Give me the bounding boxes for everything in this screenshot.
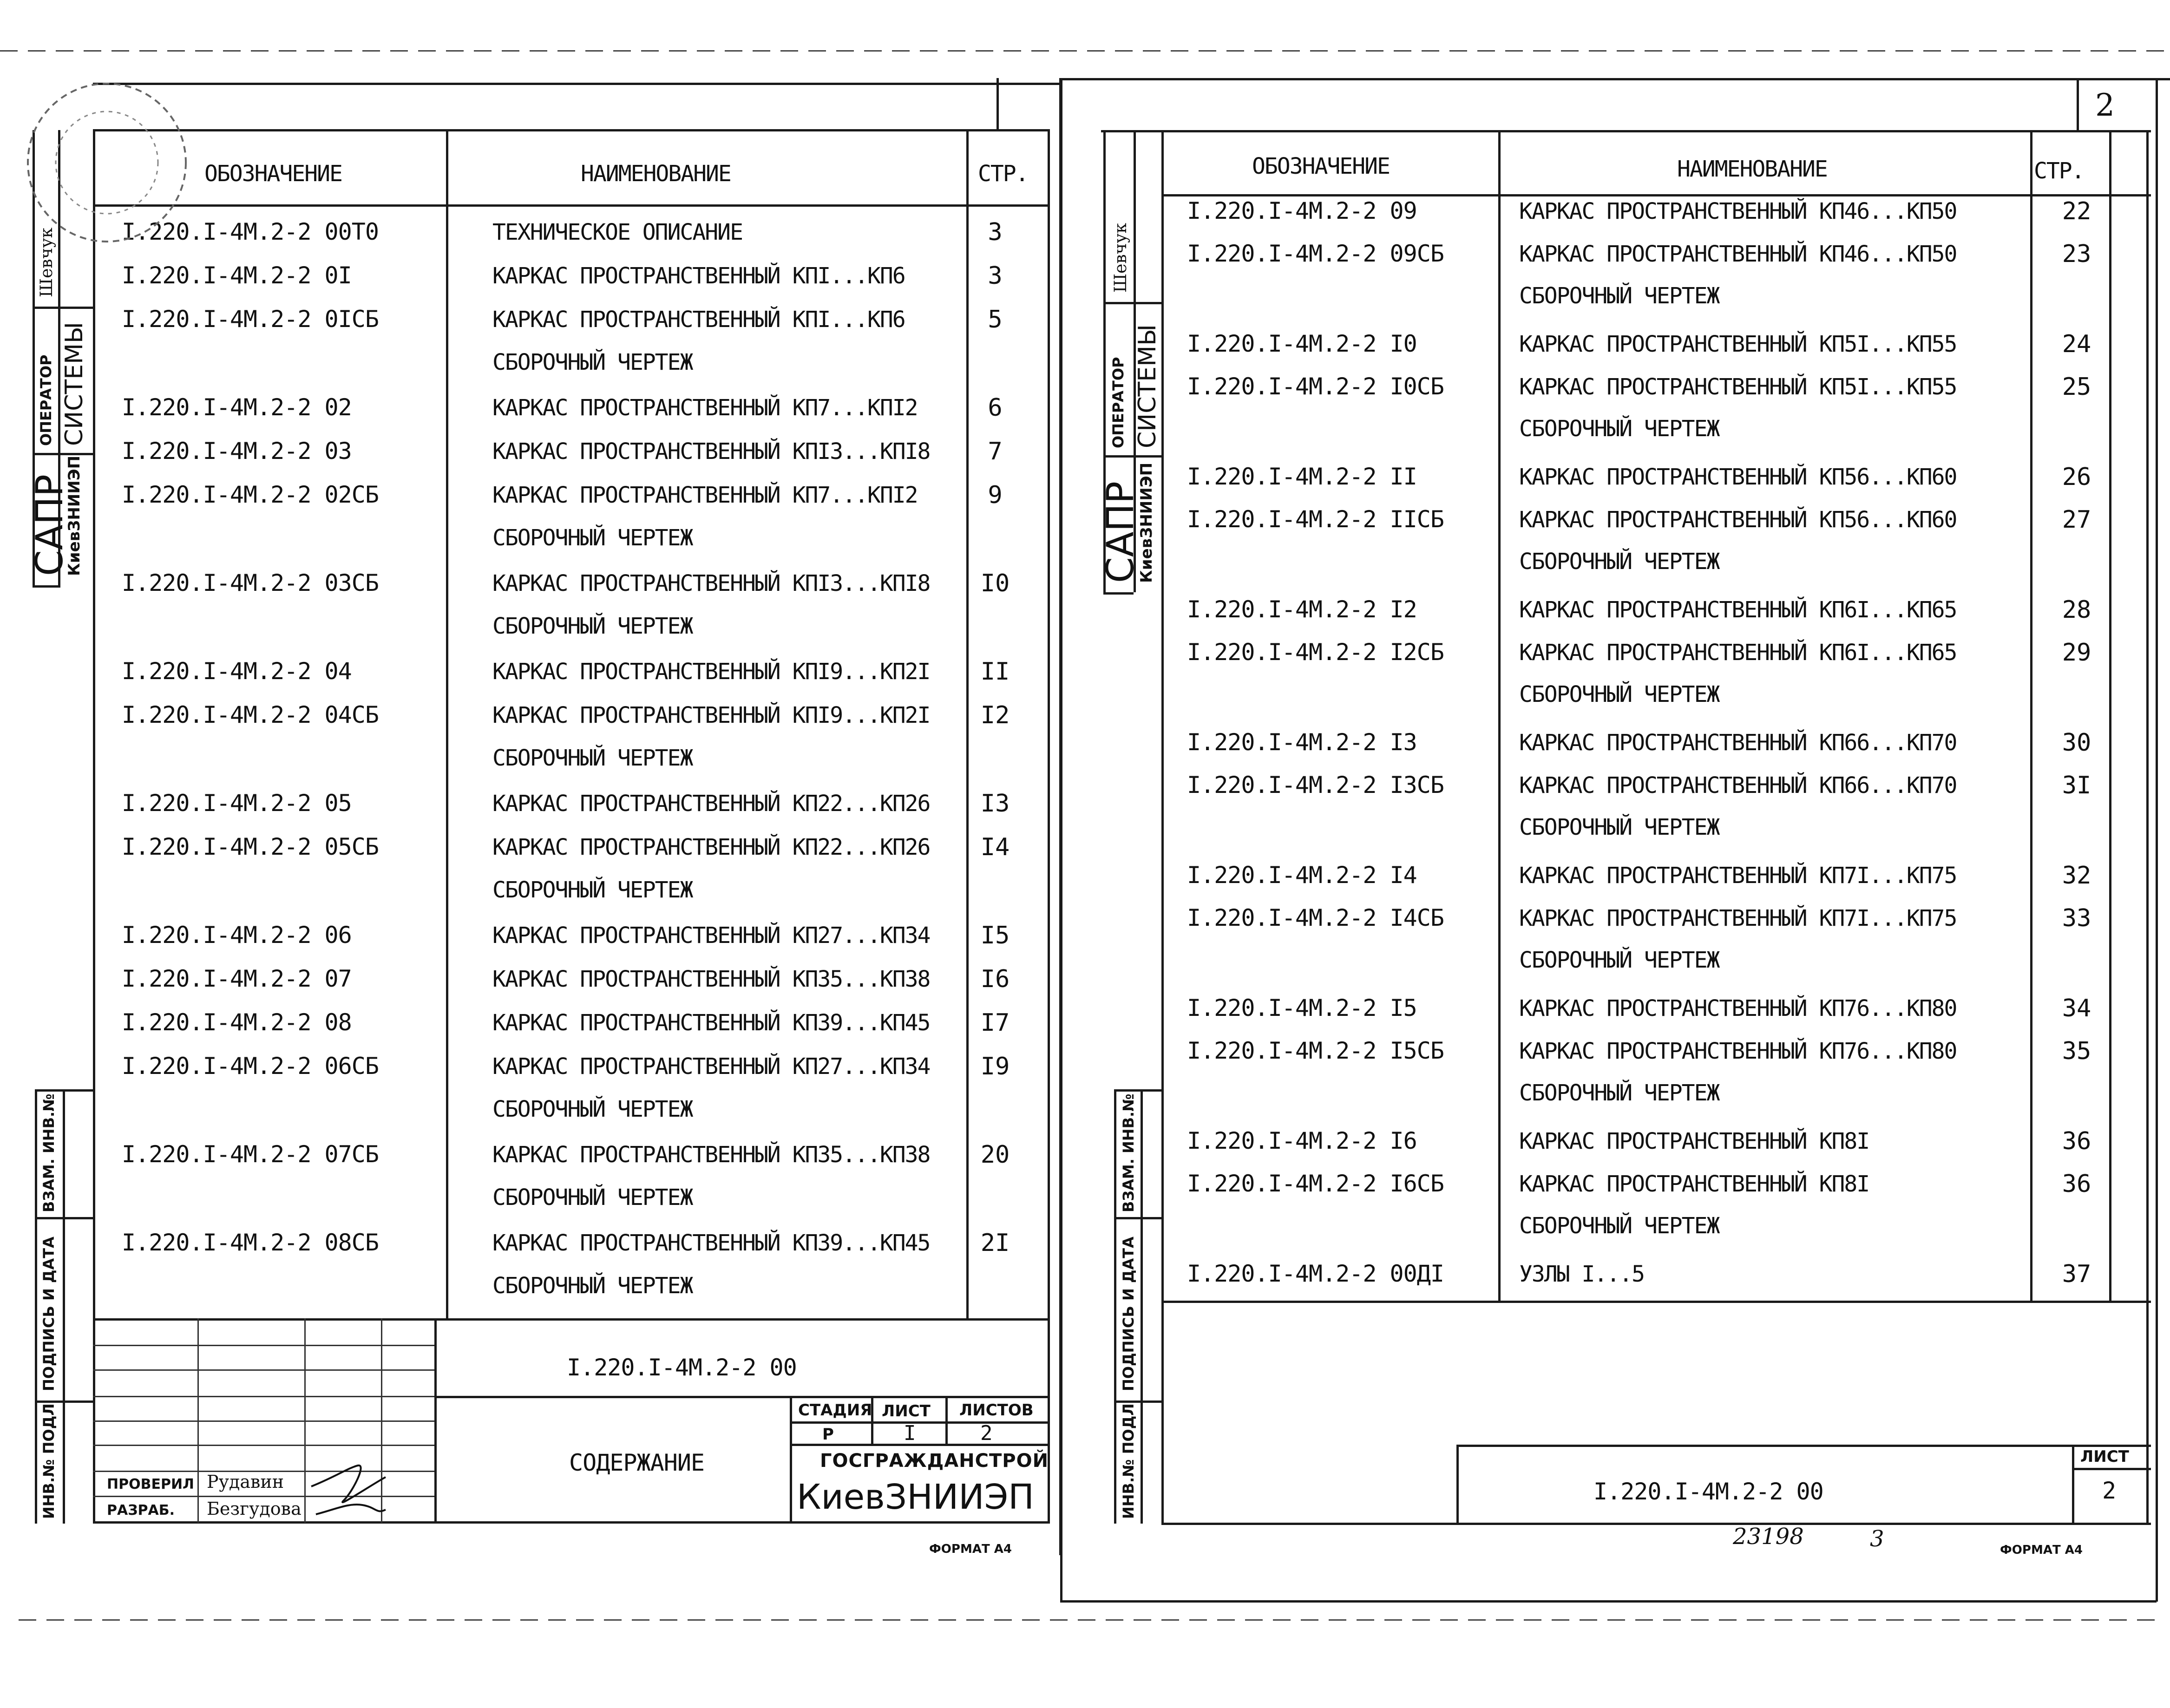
- row-designation: I.220.I-4M.2-2 I3: [1187, 729, 1417, 756]
- format-label-left: ФОРМАТ А4: [929, 1542, 1012, 1556]
- row-name: КАРКАС ПРОСТРАНСТВЕННЫЙ КП7...КПI2: [492, 395, 918, 421]
- row-page: 29: [2062, 639, 2091, 667]
- row-designation: I.220.I-4M.2-2 I6СБ: [1187, 1170, 1444, 1197]
- side-sign-date: ПОДПИСЬ И ДАТА: [40, 1237, 58, 1391]
- row-name: УЗЛЫ I...5: [1519, 1261, 1644, 1287]
- row-page: 27: [2062, 506, 2091, 534]
- row-page: 30: [2062, 729, 2091, 757]
- scan-border-top: [0, 50, 2170, 52]
- row-name: КАРКАС ПРОСТРАНСТВЕННЫЙ КП27...КП34: [492, 923, 930, 949]
- header-name: НАИМЕНОВАНИЕ: [581, 161, 731, 187]
- right-side-inv-replace: ВЗАМ. ИНВ.№: [1120, 1093, 1137, 1212]
- archive-number: 23198: [1733, 1524, 1804, 1550]
- row-name: КАРКАС ПРОСТРАНСТВЕННЫЙ КП66...КП70: [1519, 730, 1957, 756]
- right-side-sapr: САПР: [1099, 481, 1142, 583]
- stamp-sheet: I: [904, 1421, 916, 1445]
- side-sapr: САПР: [28, 474, 71, 576]
- row-name: КАРКАС ПРОСТРАНСТВЕННЫЙ КП8I: [1519, 1128, 1869, 1154]
- side-system: СИСТЕМЫ: [60, 322, 88, 446]
- right-sheet-number: 2: [2095, 87, 2115, 123]
- row-name: КАРКАС ПРОСТРАНСТВЕННЫЙ КП6I...КП65: [1519, 597, 1957, 623]
- row-designation: I.220.I-4M.2-2 09: [1187, 197, 1417, 224]
- row-name-line2: СБОРОЧНЫЙ ЧЕРТЕЖ: [492, 745, 693, 771]
- row-name: КАРКАС ПРОСТРАНСТВЕННЫЙ КП7I...КП75: [1519, 863, 1957, 889]
- row-designation: I.220.I-4M.2-2 05СБ: [122, 833, 379, 860]
- row-name: КАРКАС ПРОСТРАНСТВЕННЫЙ КП27...КП34: [492, 1054, 930, 1080]
- stamp-sheets: 2: [980, 1421, 993, 1445]
- row-page: I7: [980, 1009, 1010, 1037]
- row-name-line2: СБОРОЧНЫЙ ЧЕРТЕЖ: [1519, 549, 1719, 575]
- row-name-line2: СБОРОЧНЫЙ ЧЕРТЕЖ: [492, 525, 693, 551]
- row-page: 7: [988, 438, 1003, 465]
- right-header-designation: ОБОЗНАЧЕНИЕ: [1252, 153, 1390, 179]
- row-name: КАРКАС ПРОСТРАНСТВЕННЫЙ КП39...КП45: [492, 1010, 930, 1036]
- row-name: КАРКАС ПРОСТРАНСТВЕННЫЙ КПI...КП6: [492, 263, 905, 289]
- row-name: КАРКАС ПРОСТРАНСТВЕННЫЙ КПI3...КПI8: [492, 438, 930, 465]
- row-designation: I.220.I-4M.2-2 0IСБ: [122, 306, 379, 333]
- side-shevchuk: Шевчук: [37, 227, 56, 297]
- archive-sheet: 3: [1870, 1526, 1884, 1552]
- row-name: КАРКАС ПРОСТРАНСТВЕННЫЙ КПI...КП6: [492, 307, 905, 333]
- approval-seal-graphic: [19, 74, 195, 251]
- row-name: КАРКАС ПРОСТРАНСТВЕННЫЙ КП7...КПI2: [492, 482, 918, 508]
- row-designation: I.220.I-4M.2-2 08: [122, 1009, 352, 1036]
- row-designation: I.220.I-4M.2-2 05: [122, 790, 352, 817]
- right-header-page: СТР.: [2034, 158, 2084, 184]
- row-page: 5: [988, 306, 1003, 334]
- row-designation: I.220.I-4M.2-2 I3СБ: [1187, 772, 1444, 798]
- row-designation: I.220.I-4M.2-2 I4СБ: [1187, 904, 1444, 931]
- row-page: 3: [988, 262, 1003, 290]
- row-name-line2: СБОРОЧНЫЙ ЧЕРТЕЖ: [492, 1096, 693, 1122]
- row-designation: I.220.I-4M.2-2 I4: [1187, 862, 1417, 889]
- row-designation: I.220.I-4M.2-2 I2: [1187, 596, 1417, 623]
- row-page: 20: [980, 1141, 1010, 1169]
- row-designation: I.220.I-4M.2-2 I0: [1187, 330, 1417, 357]
- row-page: 6: [988, 394, 1003, 422]
- row-designation: I.220.I-4M.2-2 II: [1187, 463, 1417, 490]
- row-name: ТЕХНИЧЕСКОЕ ОПИСАНИЕ: [492, 219, 742, 245]
- row-name: КАРКАС ПРОСТРАНСТВЕННЫЙ КП56...КП60: [1519, 464, 1957, 490]
- row-designation: I.220.I-4M.2-2 I5: [1187, 995, 1417, 1021]
- row-page: 3: [988, 218, 1003, 246]
- row-designation: I.220.I-4M.2-2 04СБ: [122, 701, 379, 728]
- row-name-line2: СБОРОЧНЫЙ ЧЕРТЕЖ: [492, 1184, 693, 1211]
- row-name-line2: СБОРОЧНЫЙ ЧЕРТЕЖ: [1519, 814, 1719, 840]
- row-page: I2: [980, 701, 1010, 729]
- right-side-system: СИСТЕМЫ: [1134, 324, 1161, 448]
- row-name-line2: СБОРОЧНЫЙ ЧЕРТЕЖ: [1519, 1080, 1719, 1106]
- right-side-shevchuk: Шевчук: [1111, 222, 1130, 293]
- row-name: КАРКАС ПРОСТРАНСТВЕННЫЙ КП7I...КП75: [1519, 905, 1957, 931]
- row-page: 28: [2062, 596, 2091, 624]
- row-page: 23: [2062, 240, 2091, 268]
- side-inv-replace: ВЗАМ. ИНВ.№: [40, 1093, 58, 1212]
- row-page: I6: [980, 965, 1010, 993]
- right-stamp-doc-code: I.220.I-4M.2-2 00: [1593, 1478, 1823, 1505]
- row-name: КАРКАС ПРОСТРАНСТВЕННЫЙ КП56...КП60: [1519, 507, 1957, 533]
- stamp-doc-code: I.220.I-4M.2-2 00: [567, 1354, 797, 1381]
- row-page: I3: [980, 790, 1010, 818]
- stamp-stage-label: СТАДИЯ: [798, 1401, 872, 1420]
- row-designation: I.220.I-4M.2-2 I0СБ: [1187, 373, 1444, 400]
- side-inv-orig: ИНВ.№ ПОДЛ: [40, 1403, 58, 1519]
- row-name: КАРКАС ПРОСТРАНСТВЕННЫЙ КПI3...КПI8: [492, 570, 930, 596]
- row-designation: I.220.I-4M.2-2 02СБ: [122, 481, 379, 508]
- row-page: 9: [988, 481, 1003, 509]
- stamp-org1: ГОСГРАЖДАНСТРОЙ: [820, 1450, 1049, 1472]
- row-page: 35: [2062, 1037, 2091, 1065]
- row-page: 32: [2062, 862, 2091, 890]
- row-designation: I.220.I-4M.2-2 IIСБ: [1187, 506, 1444, 533]
- right-side-sign-date: ПОДПИСЬ И ДАТА: [1120, 1237, 1137, 1391]
- row-page: 34: [2062, 995, 2091, 1022]
- row-page: I5: [980, 922, 1010, 949]
- row-page: 24: [2062, 330, 2091, 358]
- row-designation: I.220.I-4M.2-2 02: [122, 394, 352, 421]
- row-designation: I.220.I-4M.2-2 I2СБ: [1187, 639, 1444, 666]
- row-page: I4: [980, 833, 1010, 861]
- right-side-operator: ОПЕРАТОР: [1109, 357, 1127, 448]
- row-designation: I.220.I-4M.2-2 00ДI: [1187, 1260, 1444, 1287]
- row-designation: I.220.I-4M.2-2 06: [122, 922, 352, 949]
- row-page: 2I: [980, 1229, 1010, 1257]
- stamp-sheet-label: ЛИСТ: [882, 1402, 931, 1420]
- developed-label: РАЗРАБ.: [107, 1502, 175, 1518]
- checked-name: Рудавин: [207, 1472, 284, 1492]
- header-designation: ОБОЗНАЧЕНИЕ: [204, 161, 342, 187]
- row-page: 33: [2062, 904, 2091, 932]
- row-name-line2: СБОРОЧНЫЙ ЧЕРТЕЖ: [1519, 416, 1719, 442]
- stamp-sheets-label: ЛИСТОВ: [959, 1401, 1034, 1420]
- signature-graphic: [307, 1459, 390, 1524]
- row-page: 36: [2062, 1127, 2091, 1155]
- row-name: КАРКАС ПРОСТРАНСТВЕННЫЙ КП35...КП38: [492, 966, 930, 992]
- row-page: 37: [2062, 1260, 2091, 1288]
- row-designation: I.220.I-4M.2-2 04: [122, 658, 352, 685]
- row-designation: I.220.I-4M.2-2 I5СБ: [1187, 1037, 1444, 1064]
- header-page: СТР.: [978, 161, 1028, 187]
- right-side-kiev: КиевЗНИИЭП: [1137, 462, 1156, 583]
- row-name-line2: СБОРОЧНЫЙ ЧЕРТЕЖ: [492, 877, 693, 903]
- stamp-org2: КиевЗНИИЭП: [797, 1477, 1034, 1517]
- developed-name: Безгудова: [207, 1499, 302, 1519]
- row-name-line2: СБОРОЧНЫЙ ЧЕРТЕЖ: [492, 1273, 693, 1299]
- row-designation: I.220.I-4M.2-2 00T0: [122, 218, 379, 245]
- row-name: КАРКАС ПРОСТРАНСТВЕННЫЙ КП22...КП26: [492, 791, 930, 817]
- row-designation: I.220.I-4M.2-2 07СБ: [122, 1141, 379, 1168]
- row-name: КАРКАС ПРОСТРАНСТВЕННЫЙ КПI9...КП2I: [492, 659, 930, 685]
- row-name: КАРКАС ПРОСТРАНСТВЕННЫЙ КП46...КП50: [1519, 198, 1957, 224]
- row-designation: I.220.I-4M.2-2 07: [122, 965, 352, 992]
- row-page: I0: [980, 569, 1010, 597]
- row-page: II: [980, 658, 1010, 686]
- row-designation: I.220.I-4M.2-2 I6: [1187, 1127, 1417, 1154]
- side-operator: ОПЕРАТОР: [37, 354, 55, 446]
- row-name: КАРКАС ПРОСТРАНСТВЕННЫЙ КП35...КП38: [492, 1142, 930, 1168]
- row-name: КАРКАС ПРОСТРАНСТВЕННЫЙ КП5I...КП55: [1519, 374, 1957, 400]
- right-stamp-sheet: 2: [2102, 1477, 2117, 1504]
- row-name-line2: СБОРОЧНЫЙ ЧЕРТЕЖ: [492, 349, 693, 375]
- row-page: 3I: [2062, 772, 2091, 799]
- scan-border-bottom: [19, 1619, 2165, 1621]
- stamp-stage: Р: [822, 1425, 834, 1444]
- row-designation: I.220.I-4M.2-2 03: [122, 438, 352, 465]
- row-page: 26: [2062, 463, 2091, 491]
- row-page: 25: [2062, 373, 2091, 401]
- row-name: КАРКАС ПРОСТРАНСТВЕННЫЙ КП8I: [1519, 1171, 1869, 1197]
- row-designation: I.220.I-4M.2-2 08СБ: [122, 1229, 379, 1256]
- row-name-line2: СБОРОЧНЫЙ ЧЕРТЕЖ: [492, 613, 693, 639]
- row-name-line2: СБОРОЧНЫЙ ЧЕРТЕЖ: [1519, 283, 1719, 309]
- right-header-name: НАИМЕНОВАНИЕ: [1677, 156, 1827, 182]
- side-kiev: КиевЗНИИЭП: [65, 455, 84, 576]
- row-name: КАРКАС ПРОСТРАНСТВЕННЫЙ КП5I...КП55: [1519, 331, 1957, 357]
- row-designation: I.220.I-4M.2-2 0I: [122, 262, 352, 289]
- row-name: КАРКАС ПРОСТРАНСТВЕННЫЙ КП66...КП70: [1519, 772, 1957, 798]
- row-designation: I.220.I-4M.2-2 09СБ: [1187, 240, 1444, 267]
- row-name-line2: СБОРОЧНЫЙ ЧЕРТЕЖ: [1519, 947, 1719, 973]
- row-name: КАРКАС ПРОСТРАНСТВЕННЫЙ КП6I...КП65: [1519, 640, 1957, 666]
- row-name-line2: СБОРОЧНЫЙ ЧЕРТЕЖ: [1519, 681, 1719, 707]
- row-page: 36: [2062, 1170, 2091, 1198]
- row-name: КАРКАС ПРОСТРАНСТВЕННЫЙ КП39...КП45: [492, 1230, 930, 1256]
- row-page: 22: [2062, 197, 2091, 225]
- row-name: КАРКАС ПРОСТРАНСТВЕННЫЙ КП22...КП26: [492, 834, 930, 860]
- stamp-title: СОДЕРЖАНИЕ: [569, 1449, 705, 1476]
- row-page: I9: [980, 1053, 1010, 1080]
- right-side-inv-orig: ИНВ.№ ПОДЛ: [1120, 1403, 1137, 1519]
- checked-label: ПРОВЕРИЛ: [107, 1476, 194, 1492]
- row-name: КАРКАС ПРОСТРАНСТВЕННЫЙ КП46...КП50: [1519, 241, 1957, 267]
- format-label-right: ФОРМАТ А4: [2000, 1543, 2083, 1557]
- row-designation: I.220.I-4M.2-2 06СБ: [122, 1053, 379, 1080]
- row-name: КАРКАС ПРОСТРАНСТВЕННЫЙ КПI9...КП2I: [492, 702, 930, 728]
- row-name: КАРКАС ПРОСТРАНСТВЕННЫЙ КП76...КП80: [1519, 995, 1957, 1021]
- row-name-line2: СБОРОЧНЫЙ ЧЕРТЕЖ: [1519, 1213, 1719, 1239]
- row-name: КАРКАС ПРОСТРАНСТВЕННЫЙ КП76...КП80: [1519, 1038, 1957, 1064]
- row-designation: I.220.I-4M.2-2 03СБ: [122, 569, 379, 596]
- right-stamp-sheet-label: ЛИСТ: [2080, 1447, 2129, 1466]
